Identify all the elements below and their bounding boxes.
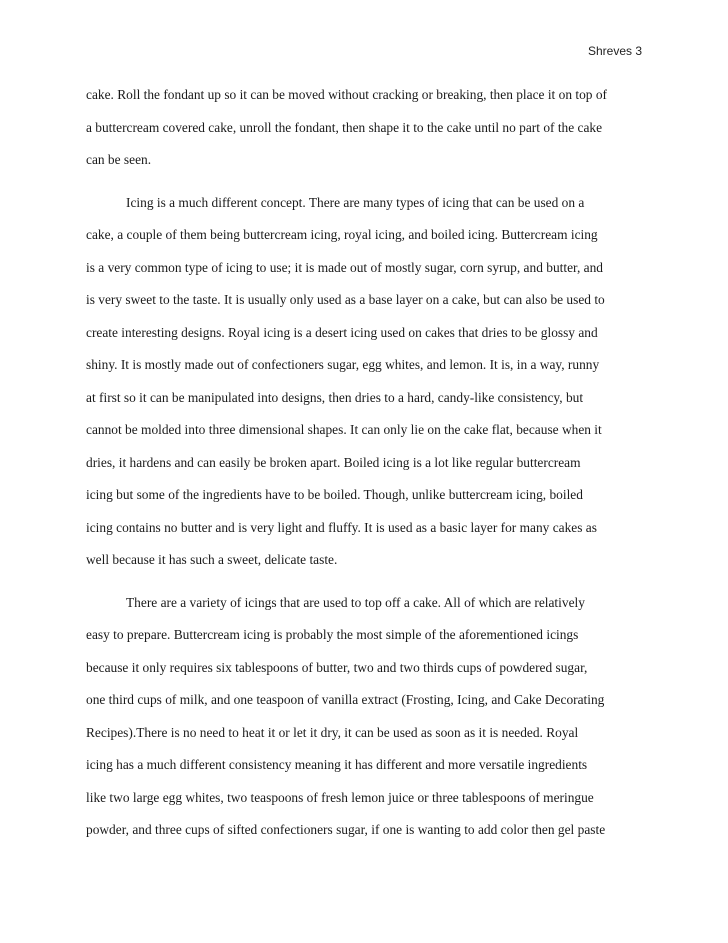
text-line: icing has a much different consistency meaning it has different and more versatile ingredients [86, 757, 588, 772]
text-line: at first so it can be manipulated into designs, then dries to a hard, candy-like consistency, but [86, 389, 584, 405]
text-line: cannot be molded into three dimensional shapes. It can only lie on the cake flat, because when it [86, 422, 602, 437]
text-line: a buttercream covered cake, unroll the fondant, then shape it to the cake until no part of the cake [86, 119, 603, 135]
text-line: Recipes).There is no need to heat it or let it dry, it can be used as soon as it is needed. Royal [86, 724, 579, 740]
text-line: is very sweet to the taste. It is usually only used as a base layer on a cake, but can also be used to [86, 292, 605, 307]
text-line: dries, it hardens and can easily be broken apart. Boiled icing is a lot like regular buttercream [86, 454, 581, 470]
paragraph-2 [86, 187, 646, 577]
text-line: powder, and three cups of sifted confectioners sugar, if one is wanting to add color then gel paste [86, 822, 606, 837]
text-line: cake. Roll the fondant up so it can be moved without cracking or breaking, then place it on top of [86, 87, 607, 102]
paragraph-spacer [86, 177, 646, 187]
text-line: well because it has such a sweet, delicate taste. [86, 552, 338, 567]
running-head: Shreves 3 [587, 44, 642, 58]
text-line: one third cups of milk, and one teaspoon of vanilla extract (Frosting, Icing, and Cake Decorating [86, 692, 605, 707]
text-line: Icing is a much different concept. There are many types of icing that can be used on a [126, 194, 585, 210]
text-line: can be seen. [86, 152, 152, 167]
paragraph-1 [86, 79, 646, 177]
text-line: create interesting designs. Royal icing is a desert icing used on cakes that dries to be glossy and [86, 324, 598, 340]
text-line: like two large egg whites, two teaspoons of fresh lemon juice or three tablespoons of meringue [86, 789, 594, 805]
text-line: icing but some of the ingredients have to be boiled. Though, unlike buttercream icing, boiled [86, 487, 583, 502]
text-line: is a very common type of icing to use; it is made out of mostly sugar, corn syrup, and butter, and [86, 259, 603, 275]
document-body [86, 79, 646, 847]
paragraph-spacer [86, 577, 646, 587]
text-line: easy to prepare. Buttercream icing is probably the most simple of the aforementioned icings [86, 627, 579, 642]
text-line: because it only requires six tablespoons of butter, two and two thirds cups of powdered sugar, [86, 659, 588, 675]
text-line: shiny. It is mostly made out of confectioners sugar, egg whites, and lemon. It is, in a way, runny [86, 357, 600, 372]
text-line: cake, a couple of them being buttercream icing, royal icing, and boiled icing. Buttercream icing [86, 227, 598, 242]
text-line: There are a variety of icings that are used to top off a cake. All of which are relatively [126, 594, 585, 610]
text-line: icing contains no butter and is very light and fluffy. It is used as a basic layer for many cakes as [86, 519, 597, 535]
paragraph-3 [86, 587, 646, 847]
